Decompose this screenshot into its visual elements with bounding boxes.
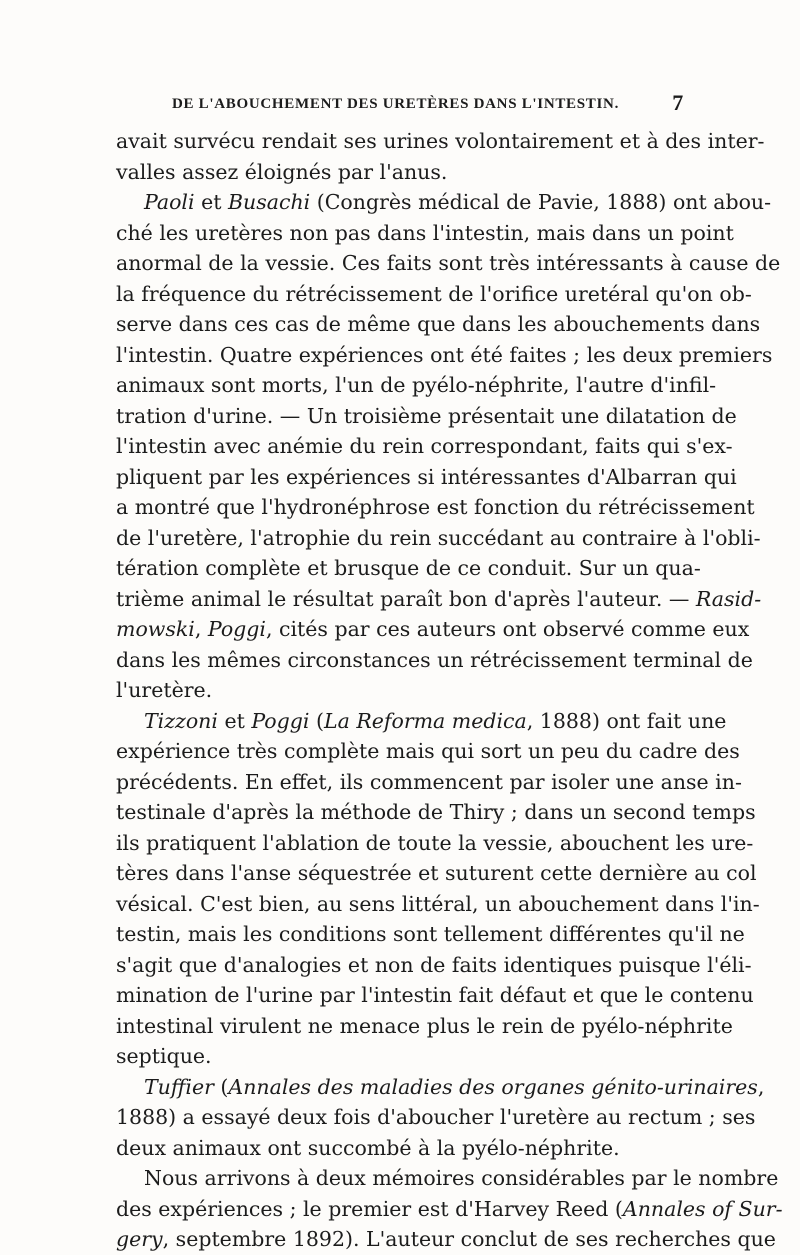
- text-line: septique.: [116, 1044, 212, 1068]
- text-line: intestinal virulent ne menace plus le rein de pyélo-néphrite: [116, 1013, 733, 1038]
- text-line: ils pratiquent l'ablation de toute la vessie, abouchent les ure-: [116, 830, 754, 855]
- text-line: 1888) a essayé deux fois d'aboucher l'uretère au rectum ; ses: [116, 1105, 756, 1129]
- text-line: gery, septembre 1892). L'auteur conclut de ses recherches que: [116, 1227, 776, 1251]
- page-number: 7: [672, 90, 684, 115]
- text-line: expérience très complète mais qui sort un peu du cadre des: [116, 739, 740, 763]
- running-head: DE L'ABOUCHEMENT DES URETÈRES DANS L'INTESTIN.: [172, 96, 620, 112]
- text-line: testinale d'après la méthode de Thiry ; dans un second temps: [116, 800, 756, 824]
- text-line: Nous arrivons à deux mémoires considérables par le nombre: [144, 1166, 779, 1190]
- text-line: l'uretère.: [116, 678, 213, 702]
- text-line: Tizzoni et Poggi (La Reforma medica, 1888) ont fait une: [144, 708, 727, 733]
- text-line: de l'uretère, l'atrophie du rein succédant au contraire à l'obli-: [116, 525, 761, 550]
- page-header: [172, 92, 684, 118]
- text-line: des expériences ; le premier est d'Harvey Reed (Annales of Sur-: [116, 1196, 783, 1221]
- text-line: a montré que l'hydronéphrose est fonction du rétrécissement: [116, 495, 755, 519]
- text-line: anormal de la vessie. Ces faits sont très intéressants à cause de: [116, 251, 781, 275]
- text-line: l'intestin. Quatre expériences ont été faites ; les deux premiers: [116, 342, 773, 367]
- text-line: trième animal le résultat paraît bon d'après l'auteur. — Rasid-: [116, 586, 762, 611]
- text-line: testin, mais les conditions sont tellement différentes qu'il ne: [116, 922, 745, 946]
- text-line: vésical. C'est bien, au sens littéral, un abouchement dans l'in-: [116, 891, 760, 916]
- text-line: s'agit que d'analogies et non de faits identiques puisque l'éli-: [116, 952, 752, 977]
- text-line: tères dans l'anse séquestrée et suturent cette dernière au col: [116, 861, 757, 885]
- text-line: tration d'urine. — Un troisième présentait une dilatation de: [116, 403, 737, 428]
- text-line: valles assez éloignés par l'anus.: [116, 159, 448, 184]
- text-line: deux animaux ont succombé à la pyélo-néphrite.: [116, 1135, 620, 1160]
- text-line: animaux sont morts, l'un de pyélo-néphrite, l'autre d'infil-: [116, 373, 717, 397]
- text-line: pliquent par les expériences si intéressantes d'Albarran qui: [116, 464, 737, 489]
- text-line: précédents. En effet, ils commencent par isoler une anse in-: [116, 769, 742, 794]
- text-line: mination de l'urine par l'intestin fait défaut et que le contenu: [116, 983, 754, 1007]
- text-line: ché les uretères non pas dans l'intestin, mais dans un point: [116, 220, 734, 245]
- text-line: serve dans ces cas de même que dans les abouchements dans: [116, 312, 761, 336]
- text-line: l'intestin avec anémie du rein correspondant, faits qui s'ex-: [116, 434, 733, 458]
- body-text: [116, 126, 783, 1255]
- text-line: avait survécu rendait ses urines volontairement et à des inter-: [116, 129, 765, 153]
- text-line: Paoli et Busachi (Congrès médical de Pavie, 1888) ont abou-: [144, 190, 772, 214]
- text-line: dans les mêmes circonstances un rétrécissement terminal de: [116, 647, 753, 672]
- text-line: Tuffier (Annales des maladies des organes génito-urinaires,: [144, 1074, 765, 1099]
- text-line: la fréquence du rétrécissement de l'orifice uretéral qu'on ob-: [116, 281, 752, 306]
- text-line: mowski, Poggi, cités par ces auteurs ont observé comme eux: [116, 617, 750, 641]
- text-line: tération complète et brusque de ce conduit. Sur un qua-: [116, 556, 701, 580]
